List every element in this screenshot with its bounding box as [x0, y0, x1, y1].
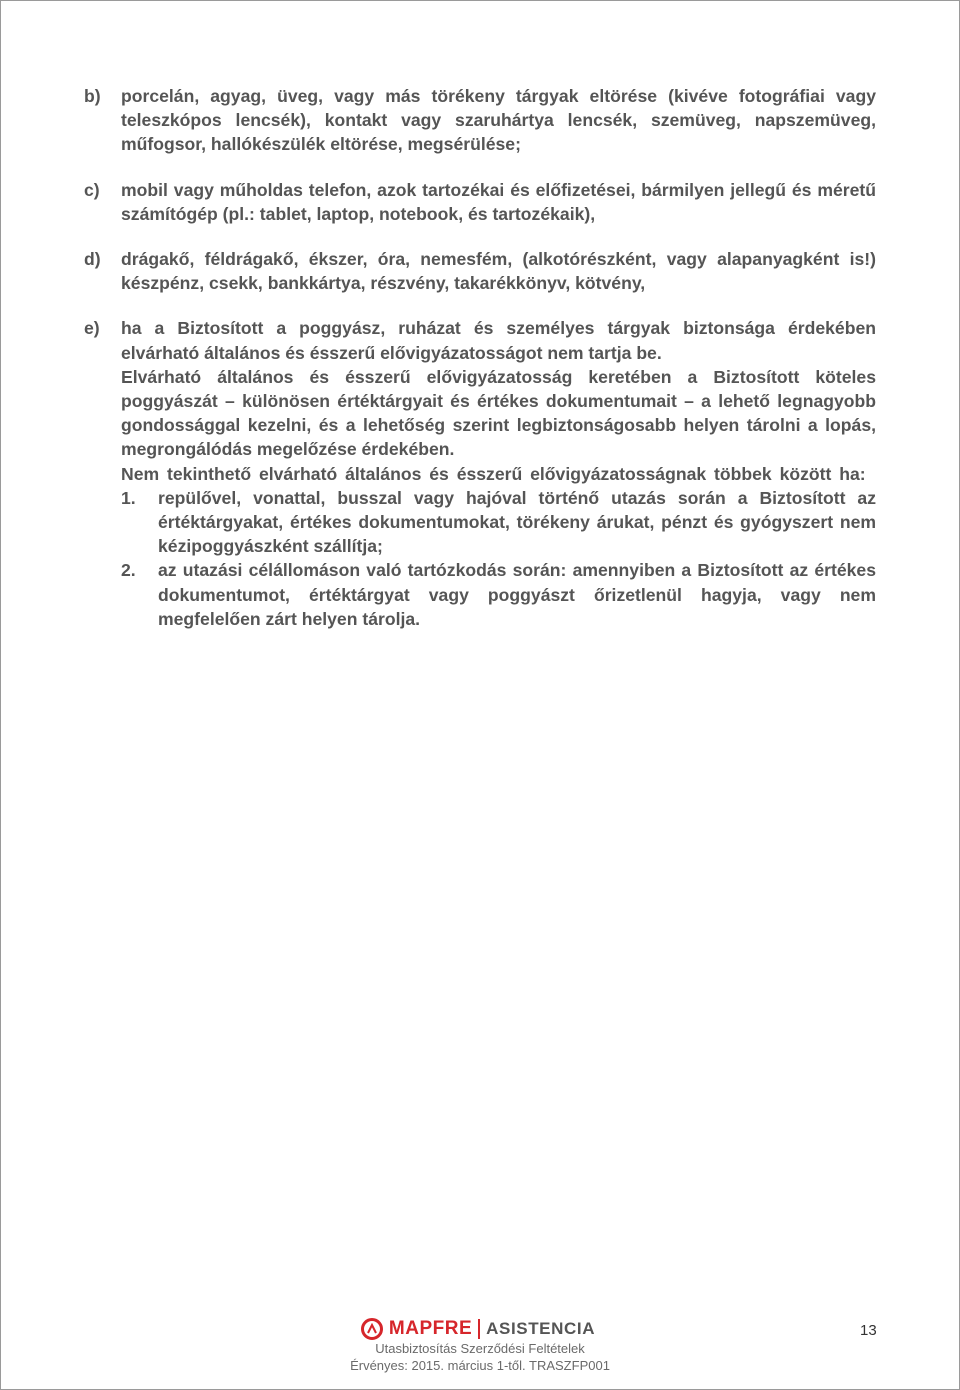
- sub-item-text: repülővel, vonattal, busszal vagy hajóval történő utazás során a Biztosított az értéktárgyakat, értékes dokumentumokat, törékeny árukat, pénzt és gyógyszert nem kézipoggyászként szállítja;: [158, 487, 876, 557]
- item-label: c): [84, 179, 100, 200]
- sub-item-number: 1.: [121, 487, 136, 508]
- item-text: drágakő, féldrágakő, ékszer, óra, nemesfém, (alkotórészként, vagy alapanyagként is!) készpénz, csekk, bankkártya, részvény, takarékkönyv, kötvény,: [121, 249, 876, 294]
- footer-document-title: Utasbiztosítás Szerződési Feltételek: [375, 1341, 585, 1356]
- page-footer: [0, 1318, 960, 1374]
- logo-brand-text: MAPFRE: [388, 1318, 473, 1339]
- item-label: e): [84, 318, 100, 339]
- sub-item-1: [121, 486, 876, 559]
- logo-divider: [478, 1319, 480, 1339]
- list-item-c: [84, 178, 876, 226]
- sub-item-number: 2.: [121, 560, 136, 581]
- list-item-b: [84, 84, 876, 157]
- list-item-e: [84, 316, 876, 631]
- item-text: mobil vagy műholdas telefon, azok tartozékai és előfizetései, bármilyen jellegű és méretű számítógép (pl.: tablet, laptop, notebook, és tartozékaik),: [121, 179, 876, 224]
- mapfre-logo: [361, 1318, 595, 1340]
- item-e-body: [121, 316, 876, 631]
- sub-item-2: [121, 558, 876, 631]
- item-e-paragraph-1: ha a Biztosított a poggyász, ruházat és személyes tárgyak biztonsága érdekében elvárható általános és ésszerű elővigyázatosságot nem tartja be.: [121, 318, 876, 363]
- document-body: [84, 84, 876, 652]
- sub-item-text: az utazási célállomáson való tartózkodás során: amennyiben a Biztosított az értékes dokumentumot, értéktárgyat vagy poggyászt őrizetlenül hagyja, vagy nem megfelelően zárt helyen tárolja.: [158, 560, 876, 629]
- logo-sub-text: ASISTENCIA: [486, 1319, 596, 1338]
- list-item-d: [84, 247, 876, 295]
- page-number: 13: [860, 1322, 877, 1339]
- item-e-paragraph-3: Nem tekinthető elvárható általános és ésszerű elővigyázatosságnak többek között ha:: [121, 463, 866, 484]
- footer-validity: Érvényes: 2015. március 1-től. TRASZFP001: [350, 1358, 610, 1373]
- item-text: porcelán, agyag, üveg, vagy más törékeny tárgyak eltörése (kivéve fotográfiai vagy teleszkópos lencsék), kontakt vagy szaruhártya lencsék, szemüveg, napszemüveg, műfogsor, hallókészülék eltörése, megsérülése;: [121, 86, 876, 155]
- mapfre-logo-icon: [361, 1318, 383, 1340]
- item-label: d): [84, 249, 101, 270]
- item-label: b): [84, 86, 101, 106]
- item-e-paragraph-2: Elvárható általános és ésszerű elővigyázatosság keretében a Biztosított köteles poggyászát – különösen értéktárgyait és értékes dokumentumait – a lehető legnagyobb gondossággal kezelni, és a lehetőség szerint legbiztonságosabb helyen tárolni a lopás, megrongálódás megelőzése érdekében.: [121, 366, 876, 460]
